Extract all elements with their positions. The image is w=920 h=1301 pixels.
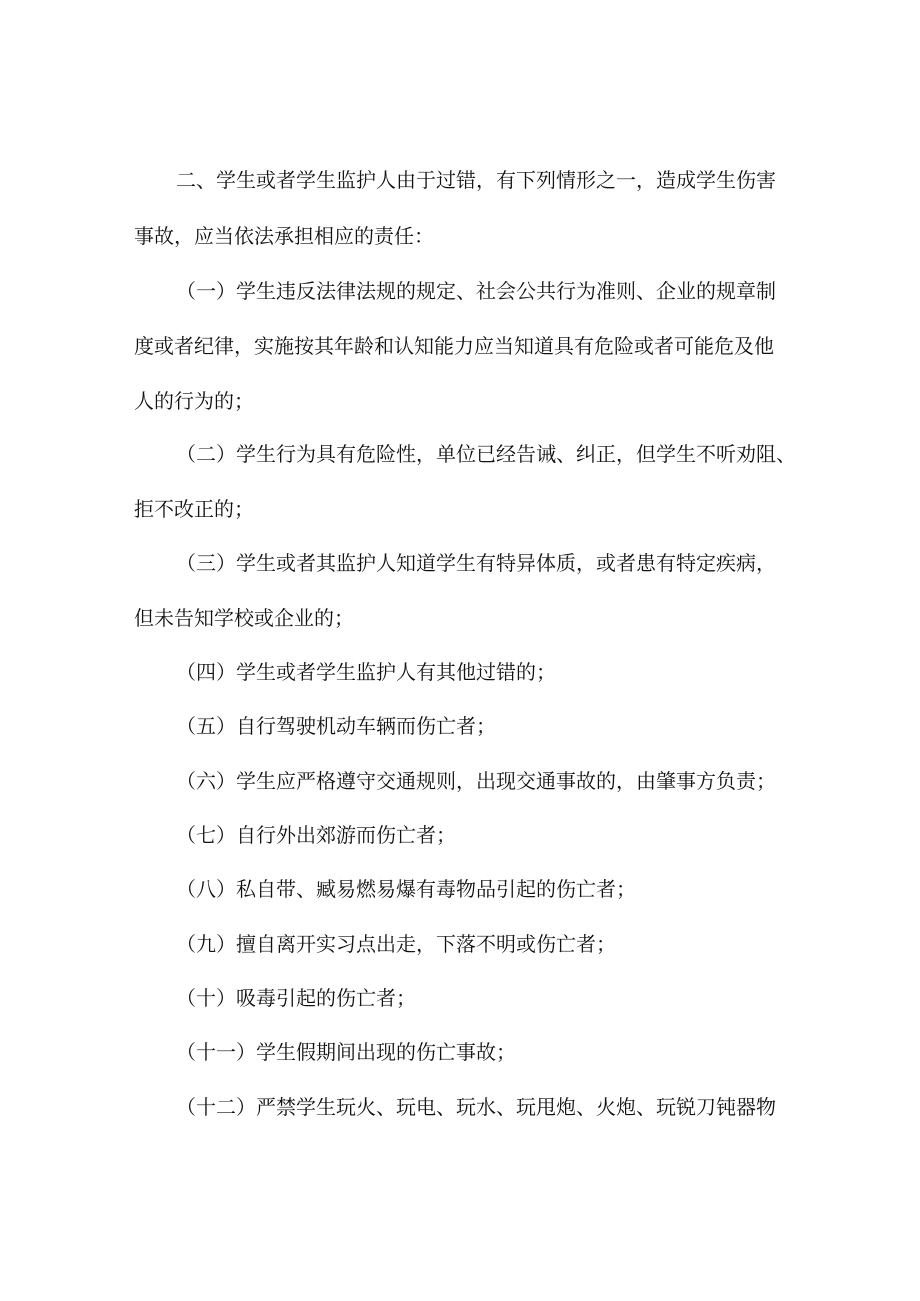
paragraph-line: 度或者纪律，实施按其年龄和认知能力应当知道具有危险或者可能危及他: [134, 334, 774, 358]
list-item: （十一）学生假期间出现的伤亡事故；: [176, 1040, 516, 1064]
paragraph-line: 二、学生或者学生监护人由于过错，有下列情形之一，造成学生伤害: [176, 168, 776, 192]
paragraph-line: 事故，应当依法承担相应的责任：: [134, 224, 434, 248]
list-item: （十）吸毒引起的伤亡者；: [176, 986, 416, 1010]
list-item: （五）自行驾驶机动车辆而伤亡者；: [176, 714, 496, 738]
list-item: （九）擅自离开实习点出走，下落不明或伤亡者；: [176, 932, 616, 956]
paragraph-line: 但未告知学校或企业的；: [134, 606, 354, 630]
list-item: （八）私自带、臧易燃易爆有毒物品引起的伤亡者；: [176, 877, 636, 901]
list-item: （七）自行外出郊游而伤亡者；: [176, 823, 456, 847]
paragraph-line: 人的行为的；: [134, 389, 254, 413]
paragraph-line: （二）学生行为具有危险性，单位已经告诫、纠正，但学生不听劝阻、: [176, 442, 796, 466]
paragraph-line: 拒不改正的；: [134, 497, 254, 521]
list-item: （六）学生应严格遵守交通规则，出现交通事故的，由肇事方负责；: [176, 769, 776, 793]
paragraph-line: （一）学生违反法律法规的规定、社会公共行为准则、企业的规章制: [176, 279, 776, 303]
paragraph-line: （三）学生或者其监护人知道学生有特异体质，或者患有特定疾病，: [176, 551, 776, 575]
list-item: （四）学生或者学生监护人有其他过错的；: [176, 660, 556, 684]
list-item: （十二）严禁学生玩火、玩电、玩水、玩甩炮、火炮、玩锐刀钝器物: [176, 1095, 776, 1119]
